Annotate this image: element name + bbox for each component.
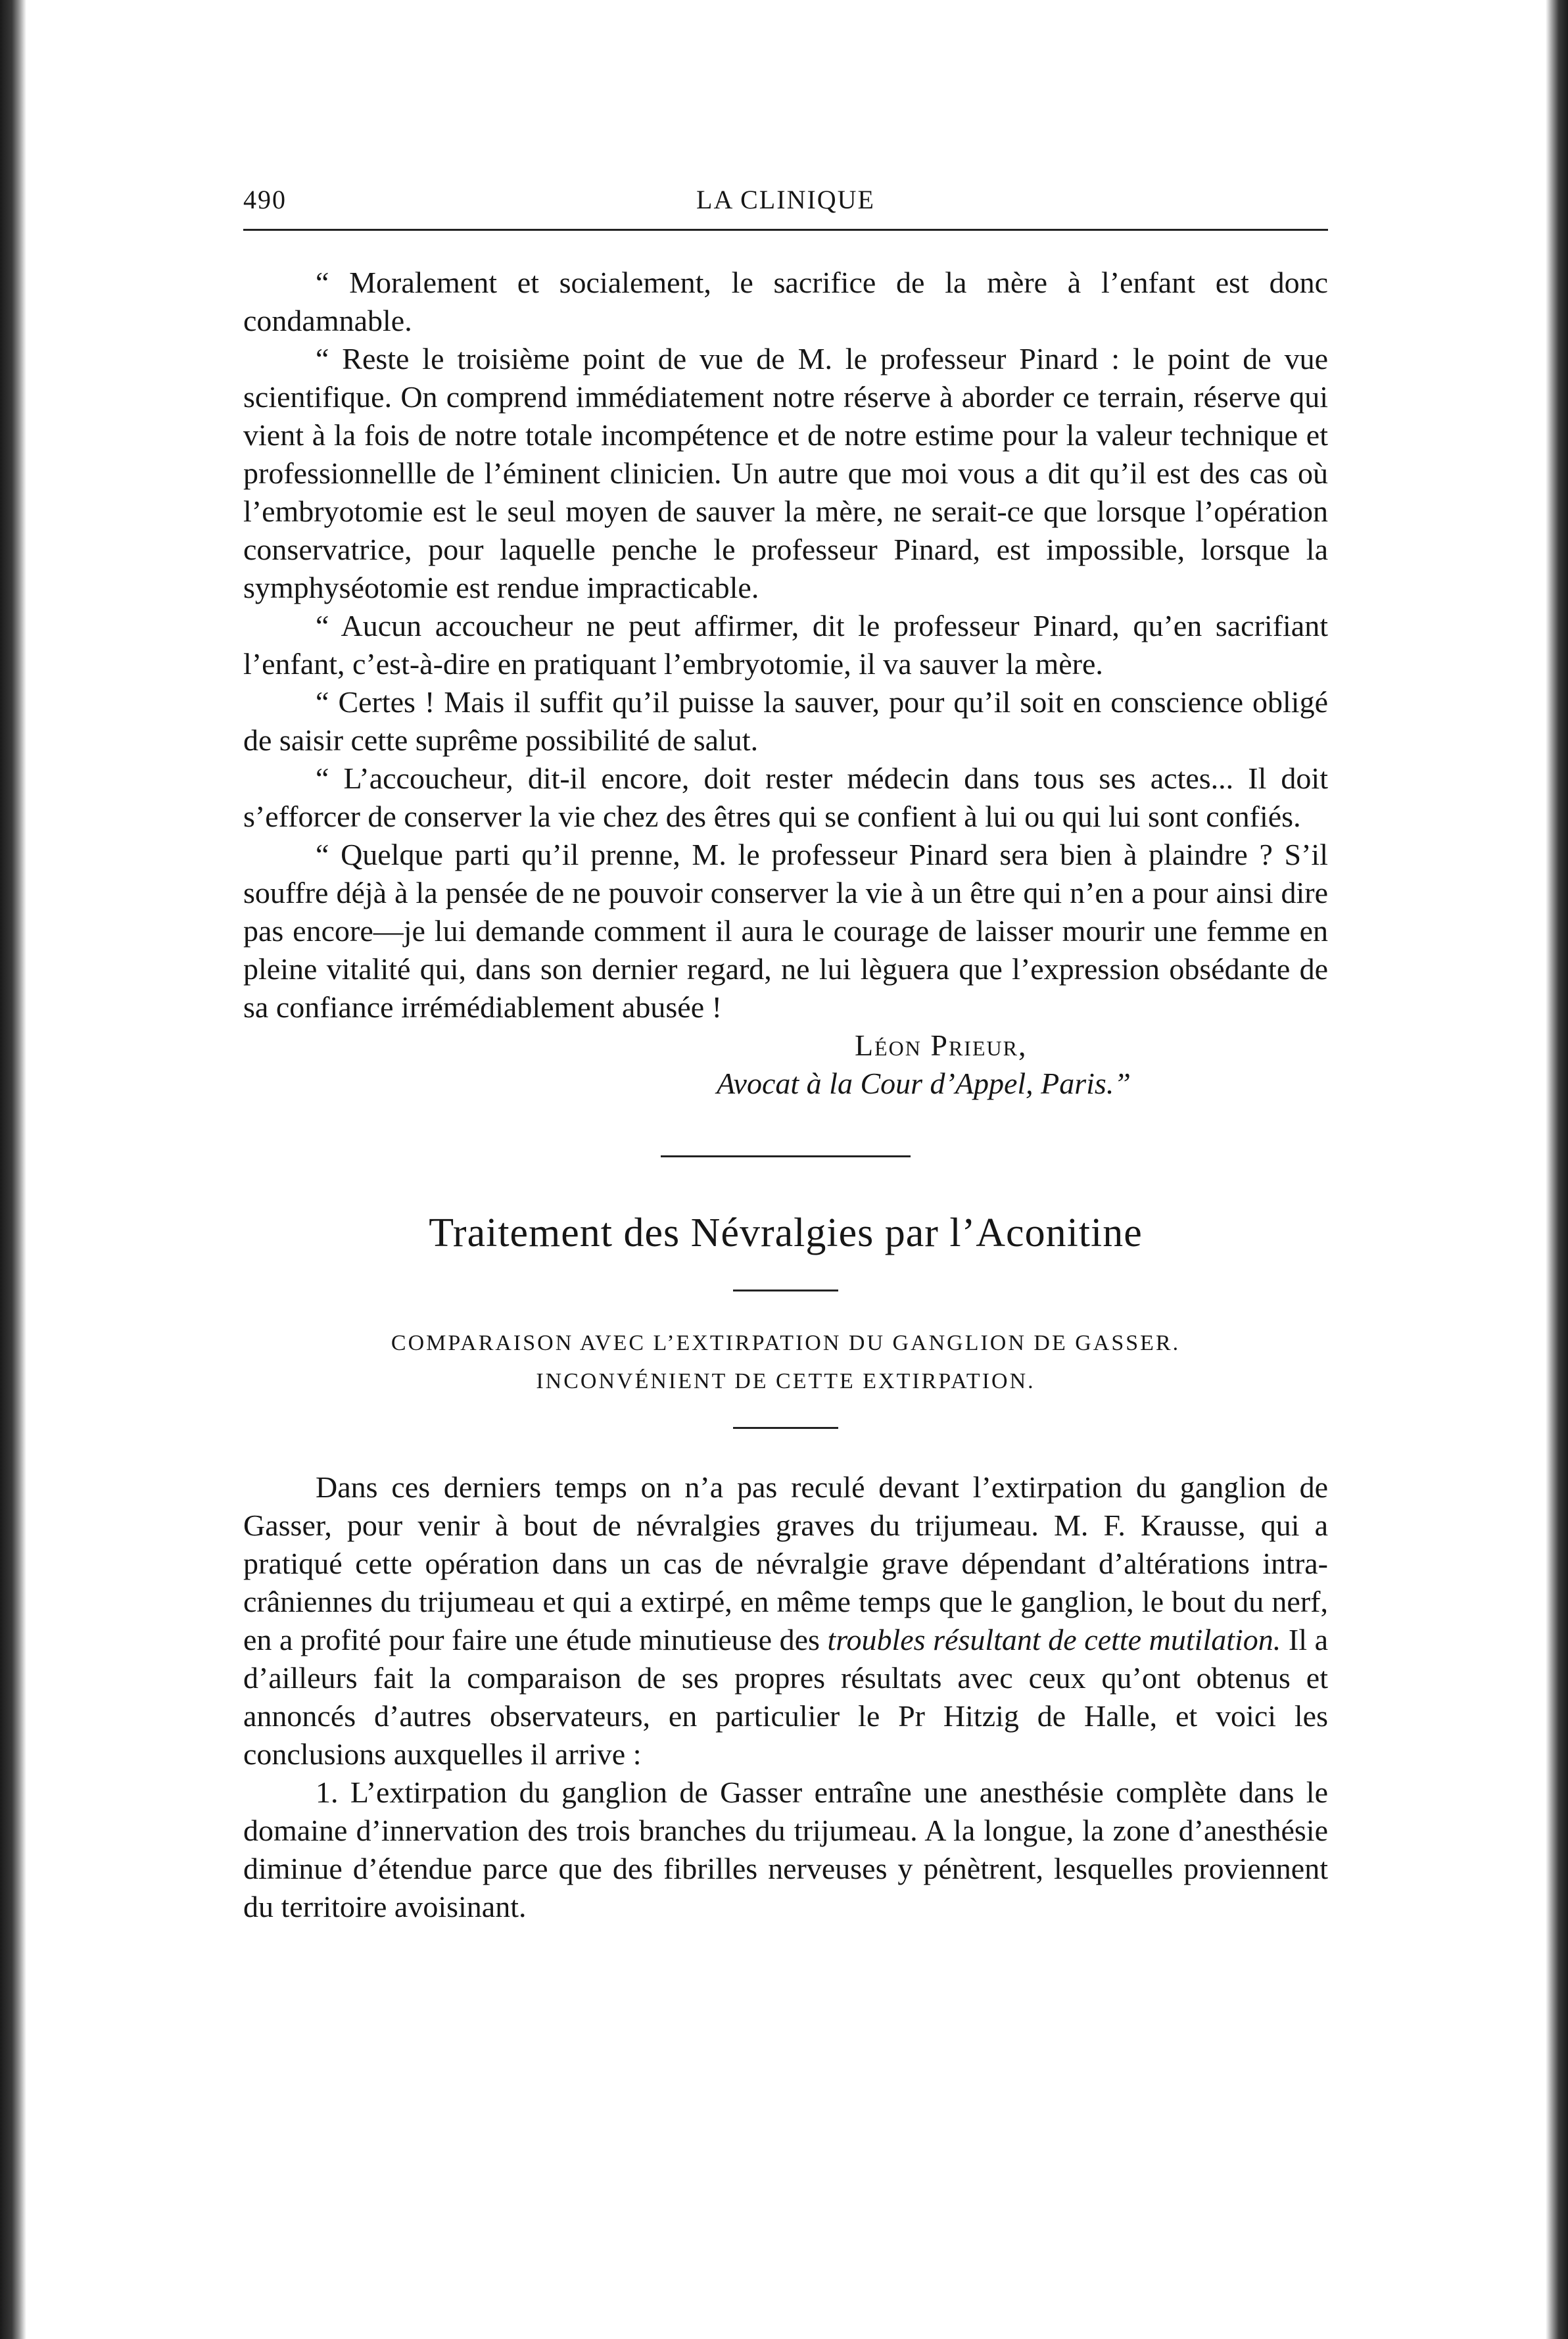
intro-text-continued: Il a d’ailleurs fait la comparaison de ses propres résultats avec ceux qu’ont obtenus et annoncés d’autres observateurs, en particulier le Pr Hitzig de Halle, et voici les conclusions auxquelles il arrive : [243,1623,1328,1771]
intro-text: Dans ces derniers temps on n’a pas reculé devant l’extirpation du ganglion de Gasser, pour venir à bout de névralgies graves du trijumeau. M. F. Krausse, qui a pratiqué cette opération dans un cas de névralgie grave dépendant d’altérations intra-crâniennes du trijumeau et qui a extirpé, en même temps que le ganglion, le bout du nerf, en a profité pour faire une étude minutieuse des [243,1470,1328,1656]
article-title: Traitement des Névralgies par l’Aconitine [429,1211,1143,1255]
title-rule [733,1290,838,1291]
article-intro [243,1468,1328,1773]
letter-paragraph: “ Reste le troisième point de vue de M. le professeur Pinard : le point de vue scientifique. On comprend immédiatement notre réserve à aborder ce terrain, réserve qui vient à la fois de notre totale incompétence et de notre estime pour la valeur technique et professionnellle de l’éminent clinicien. Un autre que moi vous a dit qu’il est des cas où l’embryotomie est le seul moyen de sauver la mère, ne serait-ce que lorsque l’opération conservatrice, pour laquelle penche le professeur Pinard, est impossible, lorsque la symphyséotomie est rendue impracticable. [243,342,1328,604]
subtitle-rule [733,1427,838,1429]
letter-paragraph: “ Aucun accoucheur ne peut affirmer, dit le professeur Pinard, qu’en sacrifiant l’enfant, c’est-à-dire en pratiquant l’embryotomie, il va sauver la mère. [243,609,1328,681]
intro-italic-text: troubles résultant de cette mutilation. [827,1623,1281,1656]
signature-name: Léon Prieur, [855,1028,1028,1062]
journal-title: LA CLINIQUE [696,185,875,214]
page-number: 490 [243,185,287,214]
scan-edge-left [0,0,26,2339]
subtitle-line: INCONVÉNIENT DE CETTE EXTIRPATION. [536,1369,1035,1393]
subtitle-line: COMPARAISON AVEC L’EXTIRPATION DU GANGLION DE GASSER. [391,1331,1181,1355]
letter-paragraph: “ Quelque parti qu’il prenne, M. le professeur Pinard sera bien à plaindre ? S’il souffre déjà à la pensée de ne pouvoir conserver la vie à un être qui n’en a pour ainsi dire pas encore—je lui demande comment il aura le courage de laisser mourir une femme en pleine vitalité qui, dans son dernier regard, ne lui lèguera que l’expression obsédante de sa confiance irrémédiablement abusée ! [243,838,1328,1024]
section-divider [661,1155,911,1157]
letter-paragraph: “ L’accoucheur, dit-il encore, doit rester médecin dans tous ses actes... Il doit s’efforcer de conserver la vie chez des êtres qui se confient à lui ou qui lui sont confiés. [243,761,1328,833]
conclusion-point: 1. L’extirpation du ganglion de Gasser entraîne une anesthésie complète dans le domaine d’innervation des trois branches du trijumeau. A la longue, la zone d’anesthésie diminue d’étendue parce que des fibrilles nerveuses y pénètrent, lesquelles proviennent du territoire avoisinant. [243,1775,1328,1923]
article-subtitle [243,1324,1328,1401]
document-page [243,178,1328,2216]
header-rule [243,229,1328,231]
scan-edge-right [1546,0,1568,2339]
letter-paragraph: “ Moralement et socialement, le sacrifice de la mère à l’enfant est donc condamnable. [243,266,1328,337]
running-head [243,178,1328,224]
letter-paragraph: “ Certes ! Mais il suffit qu’il puisse la sauver, pour qu’il soit en conscience obligé de saisir cette suprême possibilité de salut. [243,685,1328,757]
letter-section [243,264,1328,1103]
signature-title: Avocat à la Cour d’Appel, Paris.” [717,1067,1131,1100]
